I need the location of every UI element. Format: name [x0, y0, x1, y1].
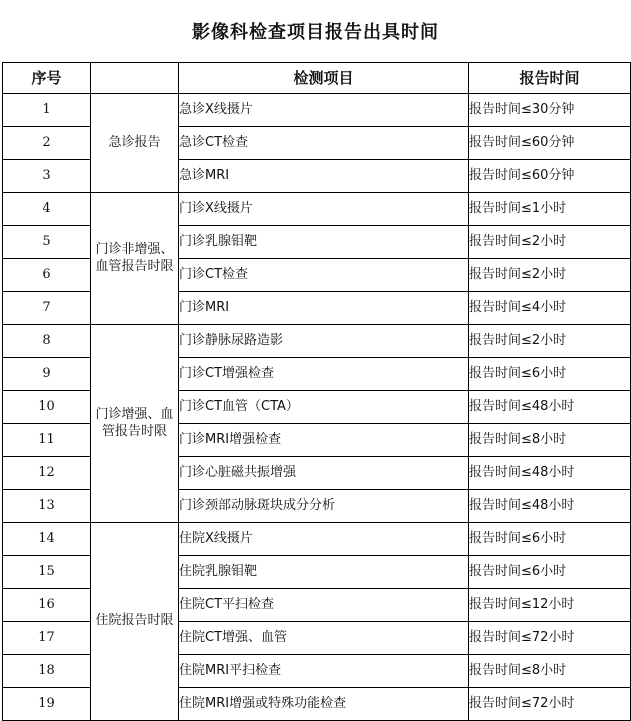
row-item: 门诊乳腺钼靶	[179, 226, 469, 259]
row-seq: 16	[3, 589, 91, 622]
row-item: 门诊CT检查	[179, 259, 469, 292]
row-time: 报告时间≤2小时	[469, 226, 631, 259]
row-time: 报告时间≤4小时	[469, 292, 631, 325]
table-row	[3, 523, 631, 556]
row-time: 报告时间≤1小时	[469, 193, 631, 226]
table-row	[3, 94, 631, 127]
row-item: 住院CT平扫检查	[179, 589, 469, 622]
row-seq: 8	[3, 325, 91, 358]
row-seq: 14	[3, 523, 91, 556]
header-item: 检测项目	[179, 63, 469, 94]
row-item: 急诊MRI	[179, 160, 469, 193]
row-time: 报告时间≤6小时	[469, 358, 631, 391]
header-seq: 序号	[3, 63, 91, 94]
row-item: 门诊CT增强检查	[179, 358, 469, 391]
row-seq: 7	[3, 292, 91, 325]
row-seq: 1	[3, 94, 91, 127]
category-cell: 门诊非增强、血管报告时限	[91, 193, 179, 325]
row-seq: 10	[3, 391, 91, 424]
row-time: 报告时间≤8小时	[469, 424, 631, 457]
row-time: 报告时间≤72小时	[469, 688, 631, 721]
row-item: 门诊静脉尿路造影	[179, 325, 469, 358]
row-item: 门诊MRI	[179, 292, 469, 325]
row-item: 急诊X线摄片	[179, 94, 469, 127]
row-time: 报告时间≤6小时	[469, 556, 631, 589]
row-seq: 9	[3, 358, 91, 391]
row-seq: 11	[3, 424, 91, 457]
row-seq: 15	[3, 556, 91, 589]
row-time: 报告时间≤72小时	[469, 622, 631, 655]
row-seq: 12	[3, 457, 91, 490]
row-seq: 2	[3, 127, 91, 160]
category-cell: 门诊增强、血管报告时限	[91, 325, 179, 523]
row-item: 住院乳腺钼靶	[179, 556, 469, 589]
page-title: 影像科检查项目报告出具时间	[192, 22, 439, 43]
row-seq: 13	[3, 490, 91, 523]
row-item: 门诊颈部动脉斑块成分分析	[179, 490, 469, 523]
row-item: 门诊CT血管（CTA）	[179, 391, 469, 424]
row-item: 住院X线摄片	[179, 523, 469, 556]
row-item: 住院CT增强、血管	[179, 622, 469, 655]
row-seq: 17	[3, 622, 91, 655]
header-time: 报告时间	[469, 63, 631, 94]
category-cell: 急诊报告	[91, 94, 179, 193]
row-seq: 5	[3, 226, 91, 259]
table-header-row	[3, 63, 631, 94]
header-category	[91, 63, 179, 94]
row-item: 门诊X线摄片	[179, 193, 469, 226]
row-item: 门诊心脏磁共振增强	[179, 457, 469, 490]
row-time: 报告时间≤48小时	[469, 391, 631, 424]
row-time: 报告时间≤2小时	[469, 259, 631, 292]
category-cell: 住院报告时限	[91, 523, 179, 721]
row-seq: 19	[3, 688, 91, 721]
row-time: 报告时间≤2小时	[469, 325, 631, 358]
row-seq: 4	[3, 193, 91, 226]
row-time: 报告时间≤48小时	[469, 490, 631, 523]
row-time: 报告时间≤60分钟	[469, 160, 631, 193]
row-seq: 3	[3, 160, 91, 193]
row-time: 报告时间≤30分钟	[469, 94, 631, 127]
row-time: 报告时间≤8小时	[469, 655, 631, 688]
table-row	[3, 193, 631, 226]
row-time: 报告时间≤48小时	[469, 457, 631, 490]
row-item: 门诊MRI增强检查	[179, 424, 469, 457]
report-table	[2, 62, 631, 721]
table-row	[3, 325, 631, 358]
row-item: 急诊CT检查	[179, 127, 469, 160]
row-seq: 6	[3, 259, 91, 292]
row-item: 住院MRI平扫检查	[179, 655, 469, 688]
row-time: 报告时间≤12小时	[469, 589, 631, 622]
row-time: 报告时间≤6小时	[469, 523, 631, 556]
row-seq: 18	[3, 655, 91, 688]
row-time: 报告时间≤60分钟	[469, 127, 631, 160]
row-item: 住院MRI增强或特殊功能检查	[179, 688, 469, 721]
